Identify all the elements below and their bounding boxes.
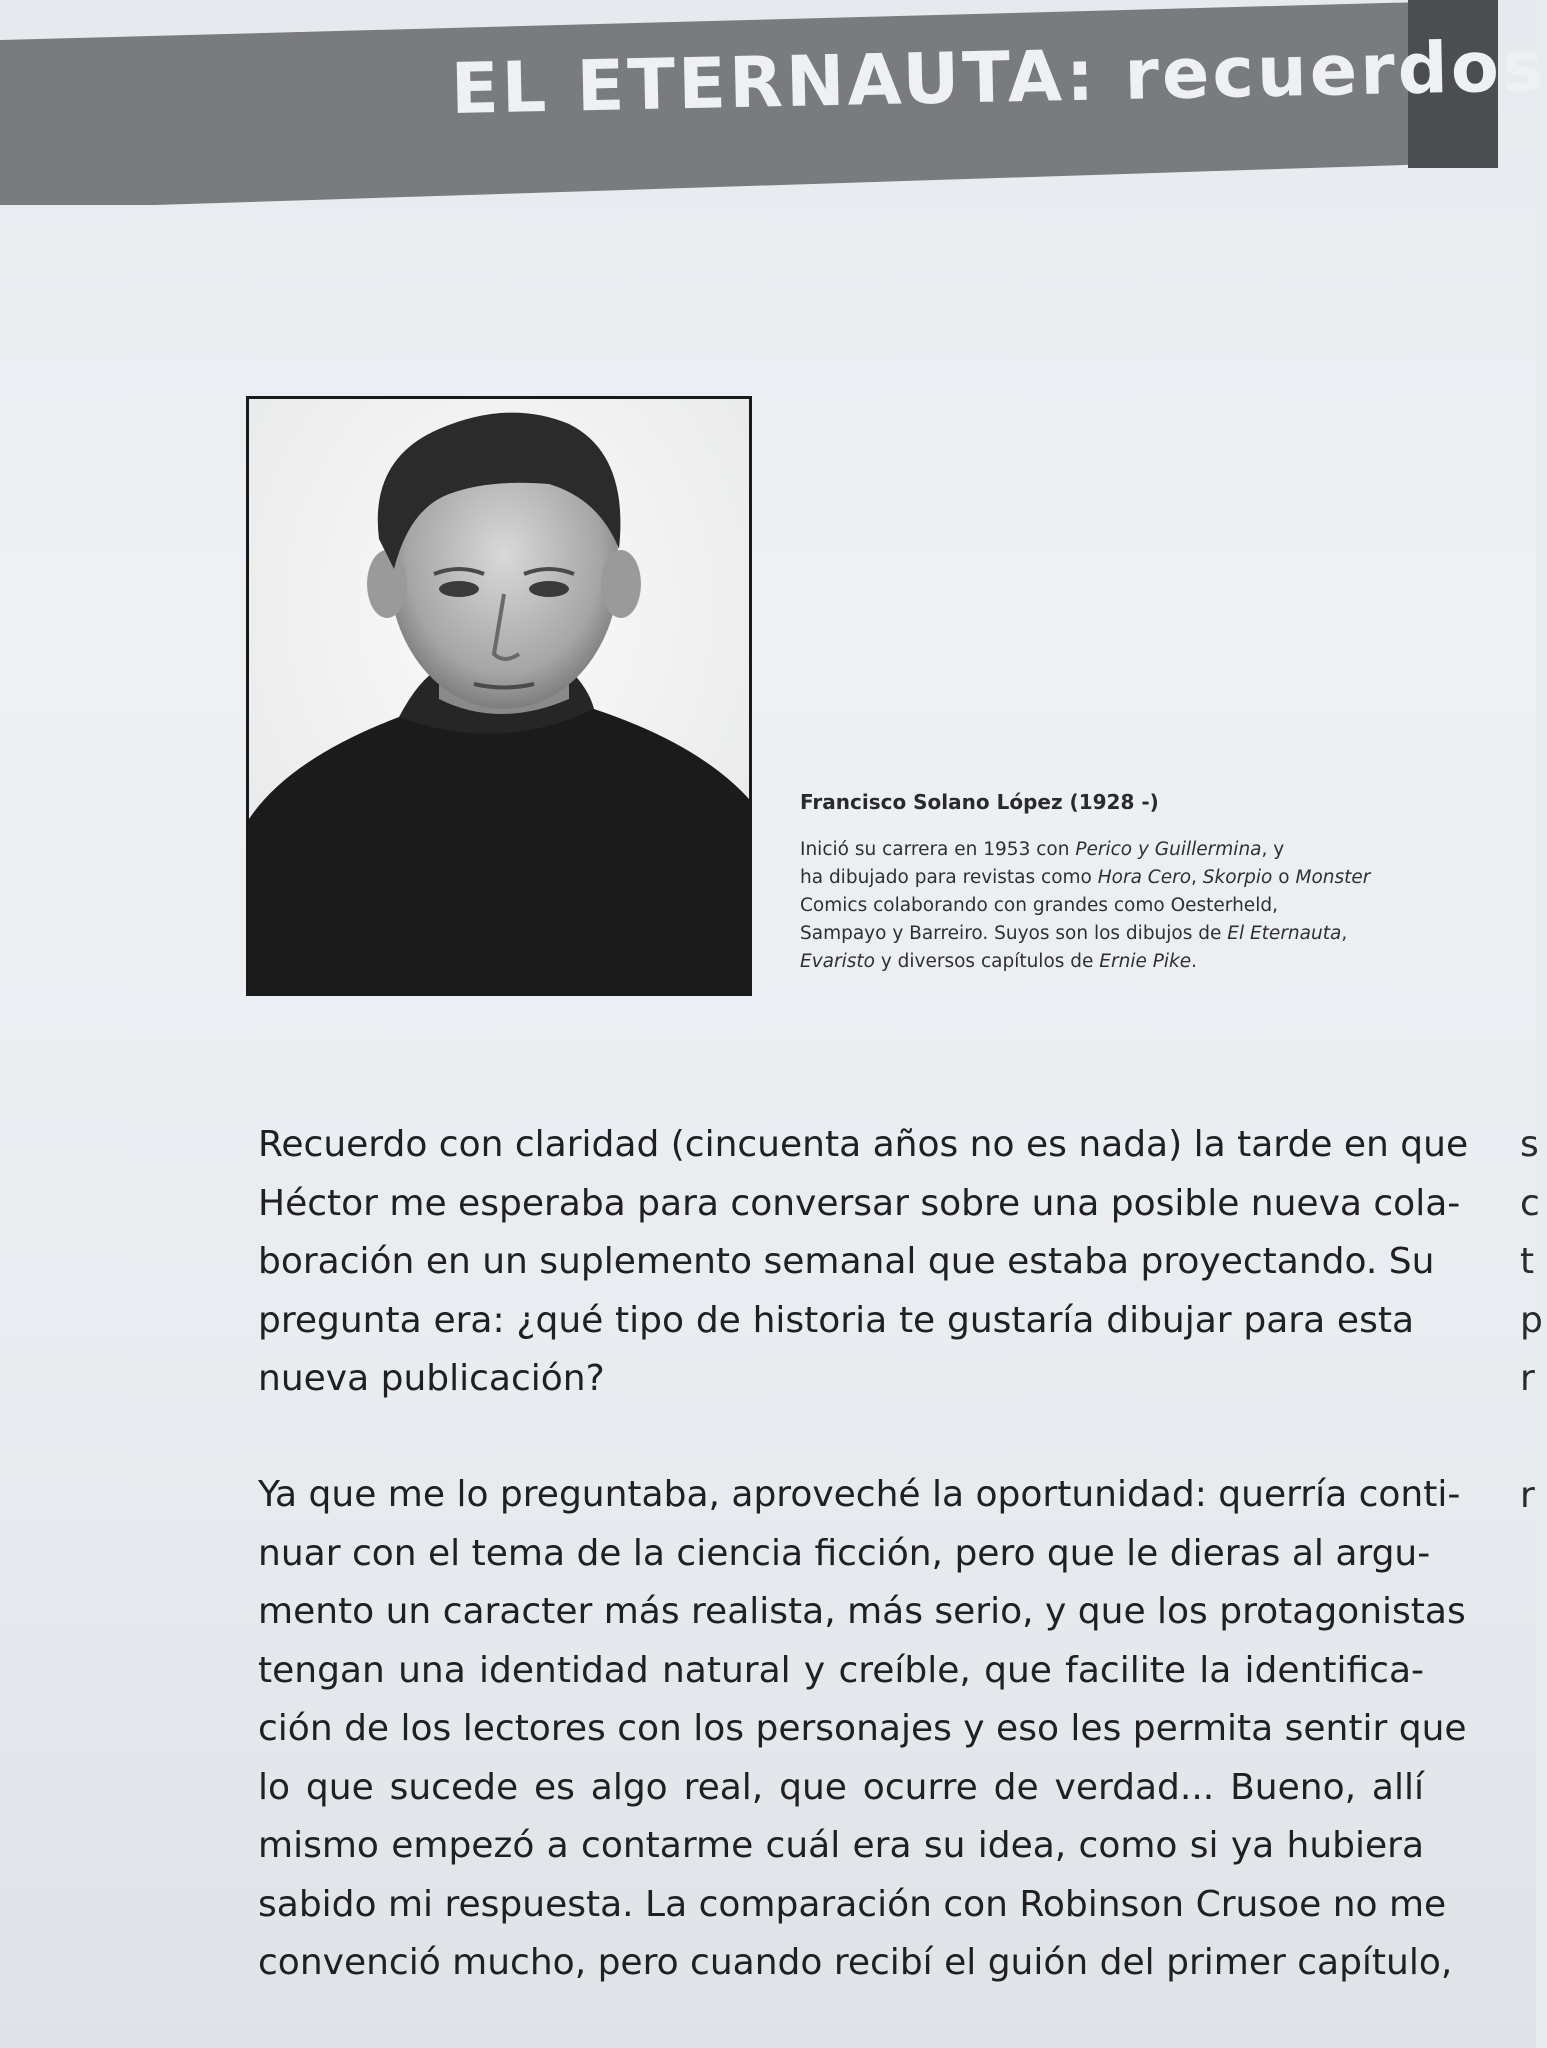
edge-letter xyxy=(1520,1760,1540,1819)
caption-text: Inició su carrera en 1953 con xyxy=(800,839,1076,860)
caption-text: o xyxy=(1272,867,1296,888)
edge-letter: s xyxy=(1520,1124,1539,1165)
edge-letter xyxy=(1520,1818,1540,1877)
body-line: nuar con el tema de la ciencia ficción, pero que le dieras al argu- xyxy=(258,1532,1431,1574)
caption-text: . xyxy=(1191,951,1198,972)
caption-title-italic: Monster xyxy=(1295,867,1371,888)
edge-letter: c xyxy=(1520,1182,1540,1224)
body-line: nueva publicación? xyxy=(258,1358,605,1399)
body-line: tengan una identidad natural y creíble, que facilite la identifica- xyxy=(258,1649,1424,1691)
edge-letter xyxy=(1520,1643,1540,1702)
chapter-title: EL ETERNAUTA: recuerdos xyxy=(450,25,1547,130)
caption-text: , xyxy=(1191,867,1203,888)
body-line: mento un caracter más realista, más serio, y que los protagonistas xyxy=(258,1591,1466,1632)
caption-title-italic: Perico y Guillermina xyxy=(1075,839,1262,860)
caption-name: Francisco Solano López (1928 -) xyxy=(800,790,1159,814)
body-line: sabido mi respuesta. La comparación con Robinson Crusoe no me xyxy=(258,1883,1447,1925)
caption-text: , xyxy=(1341,923,1348,944)
caption-bio-line xyxy=(800,948,1400,976)
portrait-photo xyxy=(246,396,752,996)
edge-letter xyxy=(1520,1526,1540,1585)
caption-title-italic: Hora Cero xyxy=(1097,867,1192,888)
caption-title-italic: El Eternauta xyxy=(1227,923,1342,944)
caption-title-italic: Evaristo xyxy=(800,951,875,972)
body-line: pregunta era: ¿qué tipo de historia te gustaría dibujar para esta xyxy=(258,1299,1414,1341)
edge-letter: p xyxy=(1520,1299,1543,1341)
body-line: boración en un suplemento semanal que estaba proyectando. Su xyxy=(258,1241,1435,1282)
body-paragraph-1 xyxy=(258,1116,1469,1409)
caption-bio-line xyxy=(800,920,1400,948)
body-line: Héctor me esperaba para conversar sobre una posible nueva cola- xyxy=(258,1182,1461,1224)
caption-bio-line xyxy=(800,864,1400,892)
body-line: Recuerdo con claridad (cincuenta años no es nada) la tarde en que xyxy=(258,1124,1469,1165)
caption-text: ha dibujado para revistas como xyxy=(800,867,1098,888)
body-line: convenció mucho, pero cuando recibí el guión del primer capítulo, xyxy=(258,1942,1453,1983)
edge-letter: r xyxy=(1520,1475,1535,1516)
body-line: mismo empezó a contarme cuál era su idea, como si ya hubiera xyxy=(258,1825,1424,1866)
next-page-edge-letters xyxy=(1520,1116,1543,1935)
photo-caption xyxy=(800,790,1400,976)
caption-text: , y xyxy=(1261,839,1285,860)
edge-letter xyxy=(1520,1877,1540,1936)
edge-letter xyxy=(1520,1584,1540,1643)
caption-bio-line xyxy=(800,892,1400,920)
caption-title-italic: Ernie Pike xyxy=(1099,951,1192,972)
body-paragraph-2 xyxy=(258,1466,1467,1993)
edge-letter xyxy=(1520,1701,1540,1760)
edge-letter xyxy=(1520,1409,1540,1468)
body-line: ción de los lectores con los personajes y eso les permita sentir que xyxy=(258,1708,1467,1749)
edge-letter: t xyxy=(1520,1241,1535,1282)
caption-bio xyxy=(800,836,1400,976)
caption-text: Comics colaborando con grandes como Oesterheld, xyxy=(800,895,1278,916)
edge-letter: r xyxy=(1520,1358,1535,1399)
caption-title-italic: Skorpio xyxy=(1202,867,1273,888)
body-line: lo que sucede es algo real, que ocurre de verdad... Bueno, allí xyxy=(258,1766,1424,1808)
caption-bio-line xyxy=(800,836,1400,864)
caption-text: y diversos capítulos de xyxy=(874,951,1100,972)
caption-text: Sampayo y Barreiro. Suyos son los dibujos de xyxy=(800,923,1228,944)
body-line: Ya que me lo preguntaba, aproveché la oportunidad: querría conti- xyxy=(258,1474,1461,1515)
